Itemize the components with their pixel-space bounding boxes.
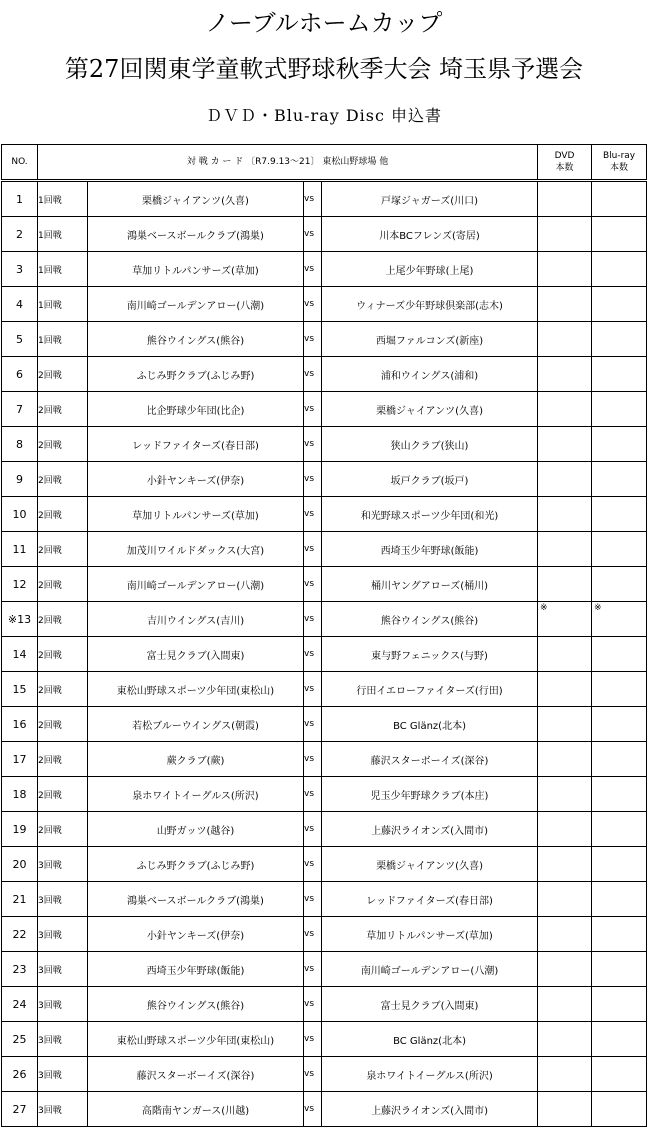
home-team: 若松ブルーウイングス(朝霞): [88, 707, 304, 742]
table-row: [2, 602, 647, 637]
table-row: [2, 252, 647, 287]
row-round: 2回戦: [38, 672, 88, 707]
row-number: 25: [2, 1022, 38, 1057]
row-number: 20: [2, 847, 38, 882]
table-row: [2, 707, 647, 742]
row-number: 18: [2, 777, 38, 812]
table-row: [2, 742, 647, 777]
vs-label: vs: [304, 462, 322, 497]
row-number: 4: [2, 287, 38, 322]
away-team: 浦和ウイングス(浦和): [322, 357, 538, 392]
row-round: 2回戦: [38, 392, 88, 427]
bluray-qty-cell[interactable]: [592, 427, 647, 462]
row-number: 16: [2, 707, 38, 742]
row-round: 2回戦: [38, 637, 88, 672]
table-row: [2, 462, 647, 497]
away-team: 南川崎ゴールデンアロー(八潮): [322, 952, 538, 987]
tournament-title: 第27回関東学童軟式野球秋季大会 埼玉県予選会: [64, 55, 584, 83]
table-row: [2, 427, 647, 462]
row-number: 22: [2, 917, 38, 952]
dvd-qty-cell[interactable]: [538, 1057, 592, 1092]
row-round: 2回戦: [38, 497, 88, 532]
bluray-qty-cell[interactable]: [592, 532, 647, 567]
away-team: BC Glänz(北本): [322, 1022, 538, 1057]
header-match-card: 対 戦 カ ー ド 〔R7.9.13～21〕 東松山野球場 他: [38, 145, 538, 181]
dvd-qty-cell[interactable]: [538, 987, 592, 1022]
away-team: 泉ホワイトイーグルス(所沢): [322, 1057, 538, 1092]
table-row: [2, 497, 647, 532]
row-number: 1: [2, 181, 38, 217]
away-team: 上尾少年野球(上尾): [322, 252, 538, 287]
vs-label: vs: [304, 357, 322, 392]
vs-label: vs: [304, 217, 322, 252]
away-team: ウィナーズ少年野球倶楽部(志木): [322, 287, 538, 322]
table-row: [2, 987, 647, 1022]
table-body: [2, 181, 647, 1127]
row-number: 26: [2, 1057, 38, 1092]
table-row: [2, 637, 647, 672]
away-team: 上藤沢ライオンズ(入間市): [322, 1092, 538, 1127]
home-team: 山野ガッツ(越谷): [88, 812, 304, 847]
away-team: 上藤沢ライオンズ(入間市): [322, 812, 538, 847]
home-team: 比企野球少年団(比企): [88, 392, 304, 427]
row-number: 8: [2, 427, 38, 462]
vs-label: vs: [304, 777, 322, 812]
away-team: 藤沢スターボーイズ(深谷): [322, 742, 538, 777]
table-row: [2, 1057, 647, 1092]
row-number: 23: [2, 952, 38, 987]
away-team: 栗橋ジャイアンツ(久喜): [322, 392, 538, 427]
vs-label: vs: [304, 917, 322, 952]
vs-label: vs: [304, 637, 322, 672]
bluray-qty-cell[interactable]: [592, 812, 647, 847]
vs-label: vs: [304, 812, 322, 847]
table-row: [2, 777, 647, 812]
vs-label: vs: [304, 847, 322, 882]
order-table: [1, 144, 647, 1127]
away-team: レッドファイターズ(春日部): [322, 882, 538, 917]
vs-label: vs: [304, 427, 322, 462]
dvd-qty-cell[interactable]: [538, 637, 592, 672]
table-row: [2, 672, 647, 707]
dvd-qty-cell[interactable]: [538, 392, 592, 427]
vs-label: vs: [304, 567, 322, 602]
header-bluray-qty: [592, 145, 647, 181]
vs-label: vs: [304, 532, 322, 567]
header-dvd-label: DVD 本数: [554, 151, 575, 173]
away-team: 戸塚ジャガーズ(川口): [322, 181, 538, 217]
row-round: 3回戦: [38, 987, 88, 1022]
dvd-qty-cell[interactable]: [538, 952, 592, 987]
away-team: 桶川ヤングアローズ(桶川): [322, 567, 538, 602]
form-title: ＤＶＤ・Blu-ray Disc 申込書: [205, 106, 443, 125]
vs-label: vs: [304, 742, 322, 777]
row-round: 2回戦: [38, 602, 88, 637]
row-round: 3回戦: [38, 1022, 88, 1057]
bluray-qty-cell[interactable]: [592, 462, 647, 497]
dvd-qty-cell[interactable]: [538, 287, 592, 322]
home-team: 草加リトルパンサーズ(草加): [88, 252, 304, 287]
vs-label: vs: [304, 882, 322, 917]
home-team: 高階南ヤンガース(川越): [88, 1092, 304, 1127]
row-number: 14: [2, 637, 38, 672]
home-team: ふじみ野クラブ(ふじみ野): [88, 357, 304, 392]
vs-label: vs: [304, 322, 322, 357]
header-bluray-label: Blu-ray 本数: [602, 151, 636, 173]
home-team: 富士見クラブ(入間東): [88, 637, 304, 672]
vs-label: vs: [304, 707, 322, 742]
row-round: 1回戦: [38, 322, 88, 357]
dvd-qty-cell[interactable]: [538, 882, 592, 917]
header-dvd-qty: [538, 145, 592, 181]
row-number: 7: [2, 392, 38, 427]
bluray-qty-cell[interactable]: [592, 987, 647, 1022]
vs-label: vs: [304, 952, 322, 987]
row-round: 2回戦: [38, 567, 88, 602]
away-team: 西堀ファルコンズ(新座): [322, 322, 538, 357]
row-round: 3回戦: [38, 1057, 88, 1092]
away-team: 狭山クラブ(狭山): [322, 427, 538, 462]
bluray-qty-cell[interactable]: [592, 252, 647, 287]
away-team: 東与野フェニックス(与野): [322, 637, 538, 672]
home-team: 熊谷ウイングス(熊谷): [88, 322, 304, 357]
bluray-qty-cell[interactable]: [592, 1057, 647, 1092]
home-team: 藤沢スターボーイズ(深谷): [88, 1057, 304, 1092]
bluray-qty-cell[interactable]: [592, 882, 647, 917]
row-round: 2回戦: [38, 427, 88, 462]
row-round: 3回戦: [38, 882, 88, 917]
dvd-qty-cell[interactable]: [538, 181, 592, 217]
bluray-qty-cell[interactable]: [592, 1092, 647, 1127]
row-number: 3: [2, 252, 38, 287]
home-team: 鴻巣ベースボールクラブ(鴻巣): [88, 217, 304, 252]
bluray-note-mark: ※: [594, 603, 602, 613]
vs-label: vs: [304, 497, 322, 532]
row-number: 9: [2, 462, 38, 497]
vs-label: vs: [304, 987, 322, 1022]
row-number: 27: [2, 1092, 38, 1127]
table-row: [2, 322, 647, 357]
table-row: [2, 917, 647, 952]
row-round: 3回戦: [38, 917, 88, 952]
home-team: 西埼玉少年野球(飯能): [88, 952, 304, 987]
table-row: [2, 392, 647, 427]
dvd-qty-cell[interactable]: [538, 812, 592, 847]
row-round: 1回戦: [38, 252, 88, 287]
table-header-row: [2, 145, 647, 181]
away-team: 坂戸クラブ(坂戸): [322, 462, 538, 497]
dvd-qty-cell[interactable]: [538, 742, 592, 777]
dvd-qty-cell[interactable]: [538, 217, 592, 252]
home-team: 加茂川ワイルドダックス(大宮): [88, 532, 304, 567]
row-number: 24: [2, 987, 38, 1022]
home-team: 東松山野球スポーツ少年団(東松山): [88, 1022, 304, 1057]
bluray-qty-cell[interactable]: [592, 707, 647, 742]
table-row: [2, 532, 647, 567]
bluray-qty-cell[interactable]: [592, 497, 647, 532]
away-team: 西埼玉少年野球(飯能): [322, 532, 538, 567]
away-team: 児玉少年野球クラブ(本庄): [322, 777, 538, 812]
dvd-note-mark: ※: [540, 603, 548, 613]
dvd-qty-cell[interactable]: [538, 462, 592, 497]
away-team: 富士見クラブ(入間東): [322, 987, 538, 1022]
row-round: 1回戦: [38, 181, 88, 217]
vs-label: vs: [304, 392, 322, 427]
dvd-qty-cell[interactable]: [538, 427, 592, 462]
row-number: 21: [2, 882, 38, 917]
dvd-qty-cell[interactable]: [538, 322, 592, 357]
vs-label: vs: [304, 287, 322, 322]
table-row: [2, 287, 647, 322]
away-team: BC Glänz(北本): [322, 707, 538, 742]
dvd-qty-cell[interactable]: [538, 917, 592, 952]
home-team: 栗橋ジャイアンツ(久喜): [88, 181, 304, 217]
row-number: 6: [2, 357, 38, 392]
home-team: 南川崎ゴールデンアロー(八潮): [88, 567, 304, 602]
home-team: 南川崎ゴールデンアロー(八潮): [88, 287, 304, 322]
table-row: [2, 1022, 647, 1057]
bluray-qty-cell[interactable]: [592, 217, 647, 252]
vs-label: vs: [304, 1092, 322, 1127]
document-title: ノーブルホームカップ: [205, 9, 443, 37]
dvd-qty-cell[interactable]: [538, 497, 592, 532]
away-team: 草加リトルパンサーズ(草加): [322, 917, 538, 952]
away-team: 栗橋ジャイアンツ(久喜): [322, 847, 538, 882]
row-number: 2: [2, 217, 38, 252]
home-team: 鴻巣ベースボールクラブ(鴻巣): [88, 882, 304, 917]
home-team: ふじみ野クラブ(ふじみ野): [88, 847, 304, 882]
bluray-qty-cell[interactable]: [592, 742, 647, 777]
table-row: [2, 952, 647, 987]
row-number: 12: [2, 567, 38, 602]
away-team: 行田イエローファイターズ(行田): [322, 672, 538, 707]
bluray-qty-cell[interactable]: [592, 181, 647, 217]
bluray-qty-cell[interactable]: [592, 637, 647, 672]
dvd-qty-cell[interactable]: [538, 1092, 592, 1127]
home-team: 小針ヤンキーズ(伊奈): [88, 917, 304, 952]
row-round: 2回戦: [38, 742, 88, 777]
away-team: 川本BCフレンズ(寄居): [322, 217, 538, 252]
table-row: [2, 812, 647, 847]
dvd-qty-cell[interactable]: [538, 672, 592, 707]
table-row: [2, 1092, 647, 1127]
row-number: 11: [2, 532, 38, 567]
home-team: 吉川ウイングス(吉川): [88, 602, 304, 637]
vs-label: vs: [304, 602, 322, 637]
table-row: [2, 181, 647, 217]
dvd-qty-cell[interactable]: [538, 602, 592, 637]
header-no: NO.: [2, 145, 38, 181]
dvd-qty-cell[interactable]: [538, 357, 592, 392]
dvd-qty-cell[interactable]: [538, 847, 592, 882]
home-team: 泉ホワイトイーグルス(所沢): [88, 777, 304, 812]
table-row: [2, 217, 647, 252]
table-row: [2, 882, 647, 917]
home-team: レッドファイターズ(春日部): [88, 427, 304, 462]
home-team: 草加リトルパンサーズ(草加): [88, 497, 304, 532]
vs-label: vs: [304, 181, 322, 217]
dvd-qty-cell[interactable]: [538, 252, 592, 287]
vs-label: vs: [304, 1022, 322, 1057]
row-number: 19: [2, 812, 38, 847]
row-round: 2回戦: [38, 357, 88, 392]
table-row: [2, 567, 647, 602]
bluray-qty-cell[interactable]: [592, 1022, 647, 1057]
row-number: 5: [2, 322, 38, 357]
home-team: 東松山野球スポーツ少年団(東松山): [88, 672, 304, 707]
away-team: 熊谷ウイングス(熊谷): [322, 602, 538, 637]
bluray-qty-cell[interactable]: [592, 602, 647, 637]
row-round: 1回戦: [38, 217, 88, 252]
home-team: 小針ヤンキーズ(伊奈): [88, 462, 304, 497]
row-round: 2回戦: [38, 532, 88, 567]
row-number: 17: [2, 742, 38, 777]
row-round: 2回戦: [38, 707, 88, 742]
bluray-qty-cell[interactable]: [592, 847, 647, 882]
row-number: 10: [2, 497, 38, 532]
vs-label: vs: [304, 1057, 322, 1092]
bluray-qty-cell[interactable]: [592, 917, 647, 952]
row-number: ※13: [2, 602, 38, 637]
row-round: 2回戦: [38, 462, 88, 497]
bluray-qty-cell[interactable]: [592, 567, 647, 602]
dvd-qty-cell[interactable]: [538, 532, 592, 567]
bluray-qty-cell[interactable]: [592, 357, 647, 392]
bluray-qty-cell[interactable]: [592, 392, 647, 427]
bluray-qty-cell[interactable]: [592, 287, 647, 322]
dvd-qty-cell[interactable]: [538, 567, 592, 602]
row-round: 3回戦: [38, 1092, 88, 1127]
row-round: 2回戦: [38, 812, 88, 847]
row-round: 3回戦: [38, 952, 88, 987]
away-team: 和光野球スポーツ少年団(和光): [322, 497, 538, 532]
bluray-qty-cell[interactable]: [592, 952, 647, 987]
row-round: 1回戦: [38, 287, 88, 322]
table-row: [2, 357, 647, 392]
dvd-qty-cell[interactable]: [538, 777, 592, 812]
row-number: 15: [2, 672, 38, 707]
bluray-qty-cell[interactable]: [592, 322, 647, 357]
home-team: 蕨クラブ(蕨): [88, 742, 304, 777]
bluray-qty-cell[interactable]: [592, 777, 647, 812]
vs-label: vs: [304, 252, 322, 287]
dvd-qty-cell[interactable]: [538, 707, 592, 742]
home-team: 熊谷ウイングス(熊谷): [88, 987, 304, 1022]
table-row: [2, 847, 647, 882]
row-round: 3回戦: [38, 847, 88, 882]
dvd-qty-cell[interactable]: [538, 1022, 592, 1057]
bluray-qty-cell[interactable]: [592, 672, 647, 707]
vs-label: vs: [304, 672, 322, 707]
row-round: 2回戦: [38, 777, 88, 812]
